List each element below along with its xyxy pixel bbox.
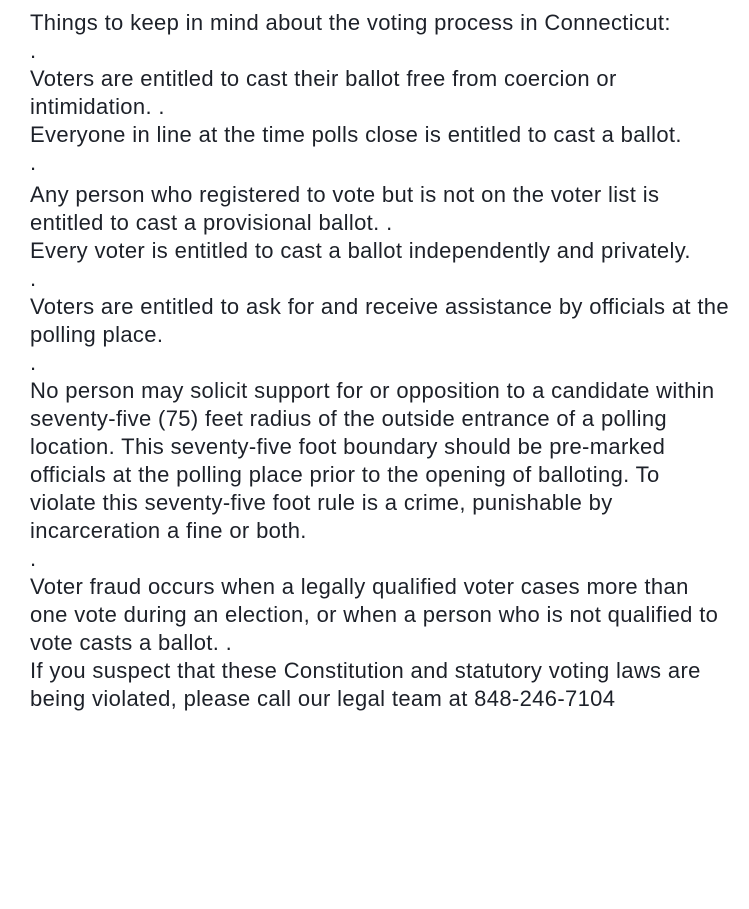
separator-dot: . <box>30 150 37 175</box>
paragraph-voter-fraud: Voter fraud occurs when a legally qualified voter cases more than one vote during an election, or when a person who is not qualified to vote casts a ballot. . <box>30 574 719 655</box>
post-body <box>30 9 730 713</box>
paragraph-provisional-ballot: Any person who registered to vote but is not on the voter list is entitled to cast a provisional ballot. . <box>30 182 660 235</box>
separator-dot: . <box>30 350 37 375</box>
separator-dot: . <box>30 38 37 63</box>
paragraph-seventy-five-foot-rule: No person may solicit support for or opposition to a candidate within seventy-five (75) feet radius of the outside entrance of a polling location. This seventy-five foot boundary should be pre-marked officials at the polling place prior to the opening of balloting. To violate this seventy-five foot rule is a crime, punishable by incarceration a fine or both. <box>30 378 715 543</box>
paragraph-assistance: Voters are entitled to ask for and receive assistance by officials at the polling place. <box>30 294 729 347</box>
paragraph-independent-ballot: Every voter is entitled to cast a ballot independently and privately. <box>30 238 691 263</box>
paragraph-coercion: Voters are entitled to cast their ballot free from coercion or intimidation. . <box>30 66 617 119</box>
separator-dot: . <box>30 546 37 571</box>
separator-dot: . <box>30 266 37 291</box>
intro-text: Things to keep in mind about the voting process in Connecticut: <box>30 10 671 35</box>
paragraph-legal-team-contact: If you suspect that these Constitution and statutory voting laws are being violated, please call our legal team at 848-246-7104 <box>30 658 701 711</box>
paragraph-line-at-close: Everyone in line at the time polls close is entitled to cast a ballot. <box>30 122 682 147</box>
